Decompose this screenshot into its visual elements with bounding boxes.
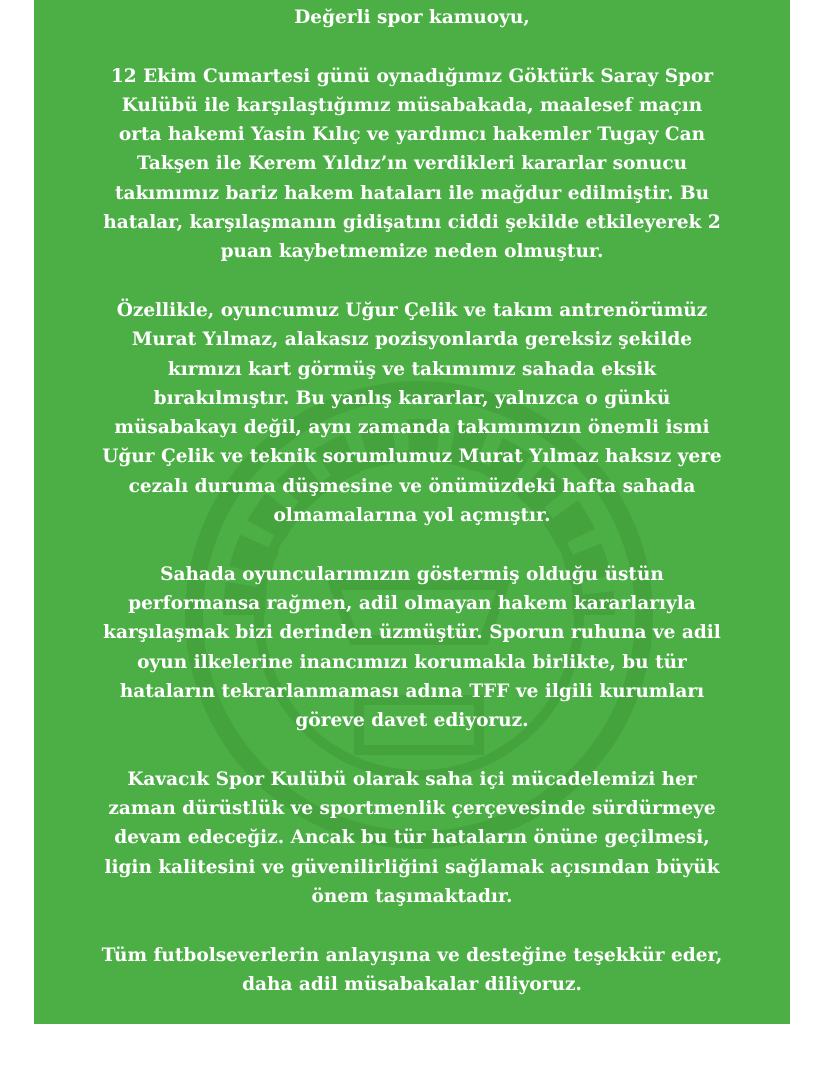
text-line: olmamalarına yol açmıştır. [273,505,551,527]
text-line: karşılaşmak bizi derinden üzmüştür. Sporun ruhuna ve adil [103,622,721,644]
text-line: Özellikle, oyuncumuz Uğur Çelik ve takım antrenörümüz [116,299,708,321]
text-line: Murat Yılmaz, alakasız pozisyonlarda gereksiz şekilde [131,329,693,351]
text-line: zaman dürüstlük ve sportmenlik çerçevesinde sürdürmeye [108,798,716,820]
text-line: takımımız bariz hakem hataları ile mağdur edilmiştir. Bu [114,182,710,204]
text-line: önem taşımaktadır. [311,885,513,907]
text-line: Kulübü ile karşılaştığımız müsabakada, maalesef maçın [121,94,703,116]
text-line: kırmızı kart görmüş ve takımımız sahada eksik [167,358,657,380]
text-line: hatalar, karşılaşmanın gidişatını ciddi şekilde etkileyerek 2 [103,212,721,234]
statement-page [34,0,790,1083]
text-line: Takşen ile Kerem Yıldız’ın verdikleri kararlar sonucu [136,153,688,175]
signature: Kavacık Spor Kulübü Yönetim Kurulu [217,1061,607,1083]
text-line: oyun ilkelerine inancımızı korumakla birlikte, bu tür [137,651,687,673]
text-line: devam edeceğiz. Ancak bu tür hataların önüne geçilmesi, [114,827,710,849]
text-line: puan kaybetmemize neden olmuştur. [220,241,604,263]
text-line: Uğur Çelik ve teknik sorumlumuz Murat Yılmaz haksız yere [102,446,722,468]
text-line: hataların tekrarlanmaması adına TFF ve ilgili kurumları [119,680,705,702]
text-line: orta hakemi Yasin Kılıç ve yardımcı hakemler Tugay Can [118,124,706,146]
text-line: Tüm futbolseverlerin anlayışına ve desteğine teşekkür eder, [101,944,723,966]
text-line: müsabakayı değil, aynı zamanda takımımızın önemli ismi [114,417,710,439]
text-line: Sahada oyuncularımızın göstermiş olduğu üstün [160,563,664,585]
salutation: Değerli spor kamuoyu, [294,7,530,28]
text-line: cezalı duruma düşmesine ve önümüzdeki hafta sahada [128,475,696,497]
paragraph-sportsmanship [34,765,790,911]
text-line: performansa rağmen, adil olmayan hakem kararlarıyla [128,592,696,614]
paragraph-red-cards [34,296,790,530]
paragraph-thanks [34,941,790,1000]
text-line: daha adil müsabakalar diliyoruz. [242,973,582,995]
text-line: göreve davet ediyoruz. [295,710,529,732]
text-line: bırakılmıştır. Bu yanlış kararlar, yalnızca o günkü [153,387,671,409]
closing: Saygılarımızla, [334,1032,490,1054]
statement-text [34,0,790,1087]
paragraph-referee-complaint [34,62,790,267]
text-line: 12 Ekim Cumartesi günü oynadığımız Göktürk Saray Spor [110,65,714,87]
text-line: ligin kalitesini ve güvenilirliğini sağlamak açısından büyük [104,856,720,878]
paragraph-call-to-tff [34,560,790,736]
text-line: Kavacık Spor Kulübü olarak saha içi mücadelemizi her [127,768,697,790]
